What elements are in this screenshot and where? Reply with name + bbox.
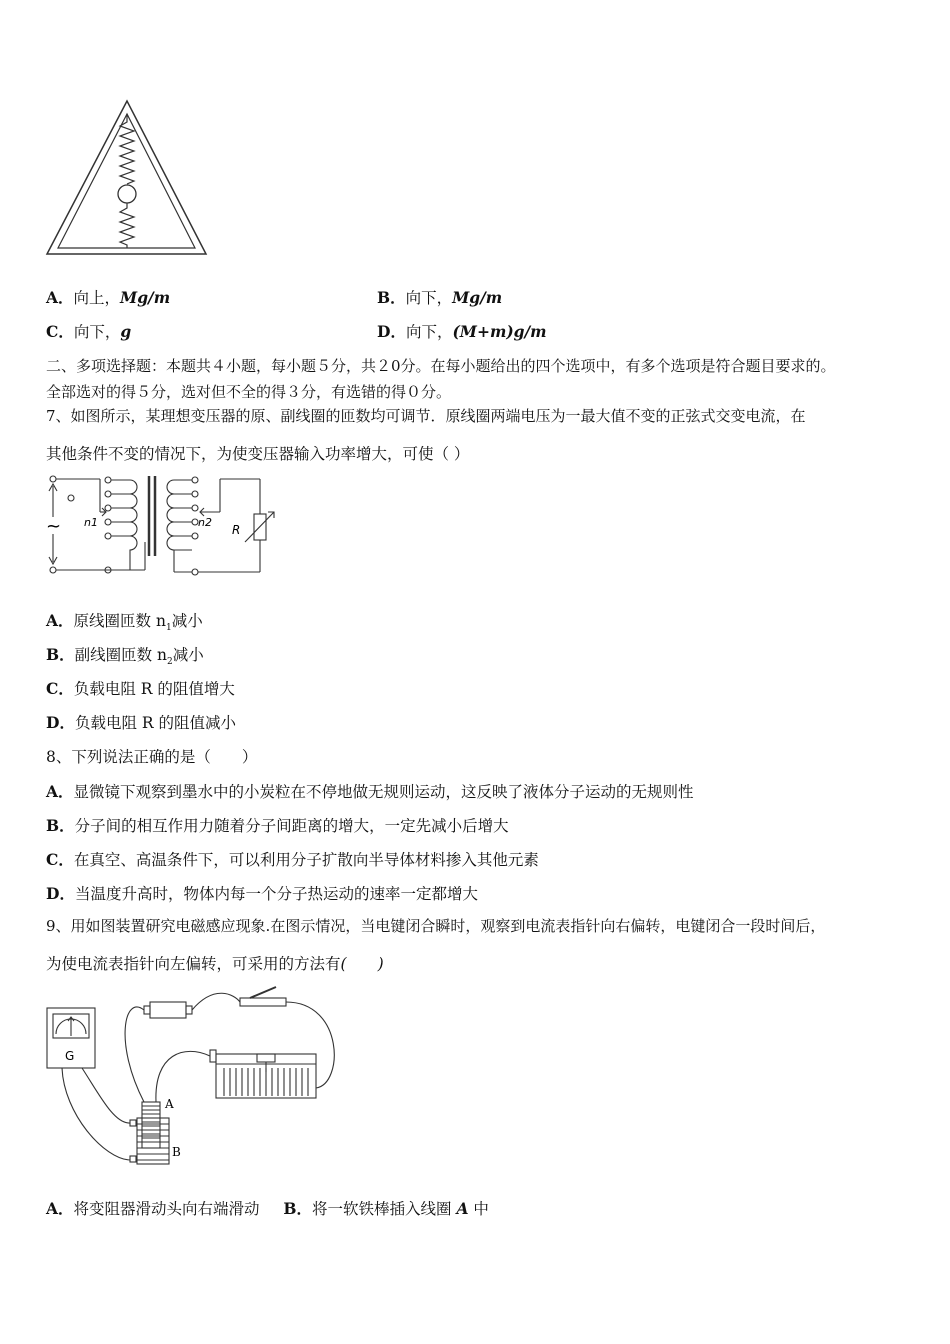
option-subscript: 1 [165,623,172,634]
option-letter: A． [46,288,74,307]
option-text: 向下， [73,323,121,341]
question-9-stem: 9、用如图装置研究电磁感应现象.在图示情况，当电键闭合瞬时，观察到电流表指针向右偏转，电键闭合一段时间后， [46,917,826,935]
label-n2: n2 [198,516,212,529]
option-text: 分子间的相互作用力随着分子间距离的增大，一定先减小后增大 [74,817,509,835]
option-letter: A． [46,782,74,801]
option-formula: Mg/m [452,288,503,307]
option-b[interactable] [377,286,502,308]
option-text-end: 中 [468,1200,489,1218]
question-7-stem: 7、如图所示，某理想变压器的原、副线圈的匝数均可调节．原线圈两端电压为一最大值不变的正弦式交变电流，在 [46,407,806,425]
label-n1: n1 [84,516,98,529]
option-letter: A． [46,611,74,630]
option-d[interactable] [46,711,236,733]
option-formula: g [120,322,132,341]
option-a[interactable] [46,1200,260,1218]
question-9-text: 为使电流表指针向左偏转，可采用的方法有 [46,955,341,973]
option-letter: C． [46,679,74,698]
option-letter: D． [377,322,406,341]
option-letter: D． [46,884,75,903]
option-text: 在真空、高温条件下，可以利用分子扩散向半导体材料掺入其他元素 [73,851,539,869]
option-b[interactable] [46,814,509,836]
option-c[interactable] [46,848,539,870]
option-text: 原线圈匝数 n [73,612,166,630]
option-text: 将变阻器滑动头向右端滑动 [73,1200,260,1218]
transformer-figure [40,472,280,578]
option-letter: A． [46,1199,74,1218]
option-a[interactable] [46,286,170,308]
option-letter: B． [283,1199,313,1218]
option-text-end: 减小 [172,646,204,664]
option-d[interactable] [377,320,547,342]
option-text: 向下， [405,323,453,341]
induction-apparatus-figure [44,984,354,1170]
option-letter: D． [46,713,75,732]
option-text: 副线圈匝数 n [74,646,168,664]
option-text: 当温度升高时，物体内每一个分子热运动的速率一定都增大 [74,885,478,903]
option-formula: (M+m)g/m [452,322,547,341]
galvanometer-label: G [65,1049,75,1063]
option-formula: Mg/m [120,288,171,307]
label-r: R [232,523,241,537]
question-7-stem-cont: 其他条件不变的情况下，为使变压器输入功率增大，可使（ ） [46,445,470,463]
option-letter: B． [377,288,406,307]
coil-label: A [456,1199,469,1218]
option-text: 将一软铁棒插入线圈 [312,1200,457,1218]
triangle-spring-figure [44,98,210,258]
option-text-end: 减小 [171,612,203,630]
coil-b-label: B [172,1145,181,1159]
answer-paren: ( ) [340,955,384,973]
section-heading: 二、多项选择题：本题共４小题，每小题５分，共２0分。在每小题给出的四个选项中，有多个选项是符合题目要求的。 [46,357,836,375]
option-text: 向上， [73,289,121,307]
option-row [46,1197,489,1219]
option-b[interactable] [46,643,204,667]
option-c[interactable] [46,677,235,699]
option-a[interactable] [46,609,203,633]
option-letter: B． [46,645,75,664]
question-9-stem-cont [46,952,384,974]
question-8-stem: 8、下列说法正确的是（ ） [46,748,258,766]
option-letter: B． [46,816,75,835]
option-text: 负载电阻 R 的阻值减小 [74,714,236,732]
option-b[interactable] [283,1200,489,1218]
option-text: 向下， [405,289,453,307]
coil-a-label: A [165,1097,174,1111]
option-a[interactable] [46,780,694,802]
option-letter: C． [46,850,74,869]
option-text: 显微镜下观察到墨水中的小炭粒在不停地做无规则运动，这反映了液体分子运动的无规则性 [73,783,694,801]
option-d[interactable] [46,882,478,904]
option-subscript: 2 [167,657,173,668]
section-heading-cont: 全部选对的得５分，选对但不全的得３分，有选错的得０分。 [46,383,452,401]
option-letter: C． [46,322,74,341]
source-symbol: ~ [46,516,62,537]
option-c[interactable] [46,320,131,342]
option-text: 负载电阻 R 的阻值增大 [73,680,235,698]
